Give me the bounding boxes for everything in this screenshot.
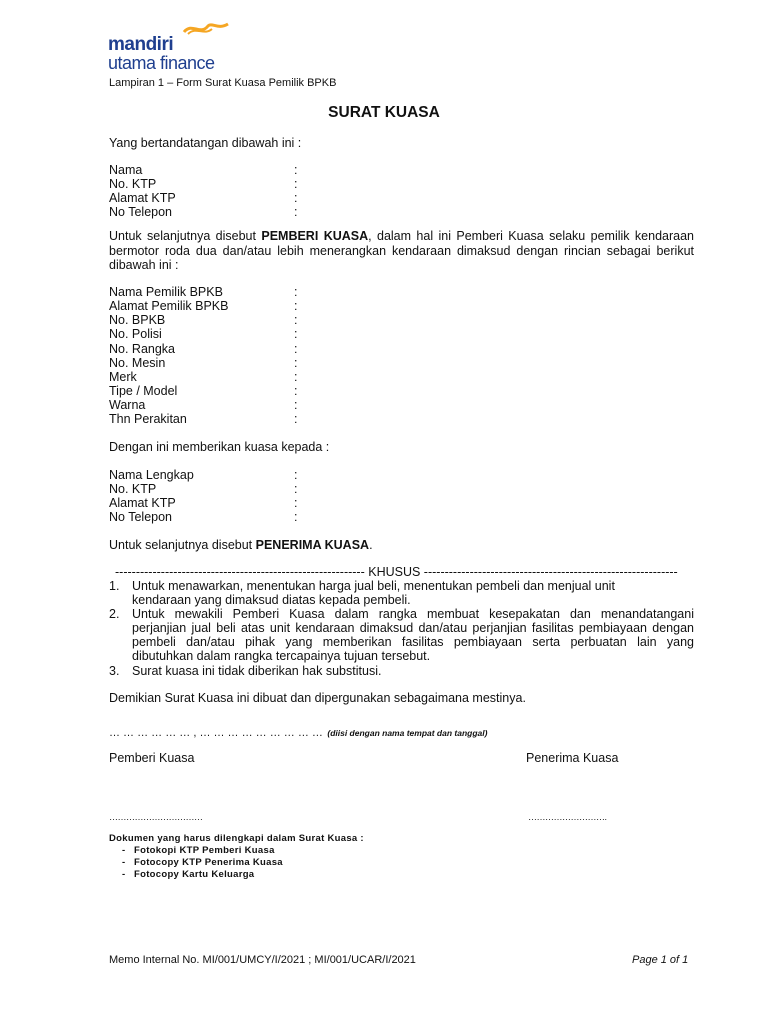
logo-text-mandiri: mandiri xyxy=(108,34,174,55)
vehicle-field-label: Merk xyxy=(109,370,137,384)
vehicle-field-label: Warna xyxy=(109,398,146,412)
list-item xyxy=(132,579,694,607)
vehicle-field-label: No. Rangka xyxy=(109,342,176,356)
closing-text: Demikian Surat Kuasa ini dibuat dan dipergunakan sebagaimana mestinya. xyxy=(109,691,526,705)
docs-dash: - xyxy=(122,869,126,880)
paragraph-line: bermotor roda dua dan/atau lebih menerangkan kendaraan dimaksud dengan rincian sebagai berikut xyxy=(109,243,694,258)
item-line: Untuk mewakili Pemberi Kuasa dalam rangka membuat kesepakatan dan menandatangani xyxy=(132,607,694,621)
item-line: dibutuhkan dalam rangka tercapainya tujuan tersebut. xyxy=(132,649,431,663)
penerima-kuasa-paragraph: Untuk selanjutnya disebut PENERIMA KUASA. xyxy=(109,538,373,552)
footer-memo: Memo Internal No. MI/001/UMCY/I/2021 ; MI/001/UCAR/I/2021 xyxy=(109,954,416,966)
docs-dash: - xyxy=(122,845,126,856)
footer-page-number: Page 1 of 1 xyxy=(632,954,689,966)
item-line: Surat kuasa ini tidak diberikan hak substitusi. xyxy=(132,664,382,678)
page-title: SURAT KUASA xyxy=(328,104,440,121)
grant-intro-text: Dengan ini memberikan kuasa kepada : xyxy=(109,440,330,454)
item-line: pembeli dan/atau pihak yang memberikan fasilitas pembiayaan serta perbuatan lain yang xyxy=(132,635,694,649)
item-line: perjanjian jual beli atas unit kendaraan dimaksud dan/atau perjanjian fasilitas pembiayaan dengan xyxy=(132,621,694,635)
pemberi-kuasa-paragraph xyxy=(109,229,694,273)
receiver-field-colon: : xyxy=(294,496,298,510)
vehicle-field-colon: : xyxy=(294,313,298,327)
pemberi-kuasa-term: PEMBERI KUASA xyxy=(261,229,369,243)
vehicle-field-label: No. Polisi xyxy=(109,327,162,341)
receiver-field-label: No Telepon xyxy=(109,510,173,524)
item-line: Untuk menawarkan, menentukan harga jual beli, menentukan pembeli dan menjual unit xyxy=(132,579,615,593)
item-number: 3. xyxy=(109,664,120,678)
vehicle-field-label: No. BPKB xyxy=(109,313,166,327)
receiver-field-colon: : xyxy=(294,482,298,496)
logo-wave-icon xyxy=(182,22,232,36)
sign-left-dots: …………………………… xyxy=(109,812,203,822)
place-date-hint: (diisi dengan nama tempat dan tanggal) xyxy=(327,728,488,738)
docs-dash: - xyxy=(122,857,126,868)
vehicle-field-label: Tipe / Model xyxy=(109,384,178,398)
vehicle-field-label: Thn Perakitan xyxy=(109,412,187,426)
logo-text-utama-finance: utama finance xyxy=(108,53,215,73)
item-line: kendaraan yang dimaksud diatas kepada pembeli. xyxy=(132,593,411,607)
giver-field-label: Nama xyxy=(109,163,143,177)
giver-field-colon: : xyxy=(294,205,298,219)
vehicle-field-colon: : xyxy=(294,412,298,426)
giver-field-colon: : xyxy=(294,191,298,205)
docs-item: Fotokopi KTP Pemberi Kuasa xyxy=(134,845,275,856)
vehicle-field-colon: : xyxy=(294,299,298,313)
vehicle-field-colon: : xyxy=(294,370,298,384)
list-item xyxy=(132,664,694,678)
giver-field-colon: : xyxy=(294,177,298,191)
sign-right-dots: ………………………. xyxy=(528,812,607,822)
penerima-kuasa-term: PENERIMA KUASA xyxy=(255,538,370,552)
company-logo xyxy=(108,20,268,76)
receiver-field-colon: : xyxy=(294,510,298,524)
giver-field-label: No. KTP xyxy=(109,177,157,191)
place-date-dots: … … … … … … , … … … … … … … … … xyxy=(109,727,323,739)
paragraph-line: Untuk selanjutnya disebut PEMBERI KUASA, dalam hal ini Pemberi Kuasa selaku pemilik kendaraan xyxy=(109,229,694,243)
header-note: Lampiran 1 – Form Surat Kuasa Pemilik BPKB xyxy=(109,77,337,89)
giver-field-colon: : xyxy=(294,163,298,177)
vehicle-field-colon: : xyxy=(294,285,298,299)
receiver-field-label: Alamat KTP xyxy=(109,496,176,510)
giver-field-label: No Telepon xyxy=(109,205,173,219)
item-number: 1. xyxy=(109,579,120,593)
docs-item: Fotocopy Kartu Keluarga xyxy=(134,869,255,880)
giver-field-label: Alamat KTP xyxy=(109,191,176,205)
vehicle-field-label: Nama Pemilik BPKB xyxy=(109,285,223,299)
item-number: 2. xyxy=(109,607,120,621)
vehicle-field-colon: : xyxy=(294,356,298,370)
docs-title: Dokumen yang harus dilengkapi dalam Surat Kuasa : xyxy=(109,833,364,844)
vehicle-field-colon: : xyxy=(294,342,298,356)
khusus-divider: ------------------------------------------------------------ KHUSUS ------------------------------------------------------------- xyxy=(115,565,678,579)
sign-right-label: Penerima Kuasa xyxy=(526,751,619,765)
docs-item: Fotocopy KTP Penerima Kuasa xyxy=(134,857,283,868)
vehicle-field-colon: : xyxy=(294,384,298,398)
receiver-field-label: No. KTP xyxy=(109,482,157,496)
intro-text: Yang bertandatangan dibawah ini : xyxy=(109,136,302,150)
vehicle-field-label: Alamat Pemilik BPKB xyxy=(109,299,229,313)
vehicle-field-colon: : xyxy=(294,327,298,341)
list-item xyxy=(132,607,694,663)
place-date-line xyxy=(109,723,487,741)
vehicle-field-colon: : xyxy=(294,398,298,412)
paragraph-line: dibawah ini : xyxy=(109,258,179,272)
sign-left-label: Pemberi Kuasa xyxy=(109,751,195,765)
vehicle-field-label: No. Mesin xyxy=(109,356,166,370)
receiver-field-label: Nama Lengkap xyxy=(109,468,194,482)
receiver-field-colon: : xyxy=(294,468,298,482)
